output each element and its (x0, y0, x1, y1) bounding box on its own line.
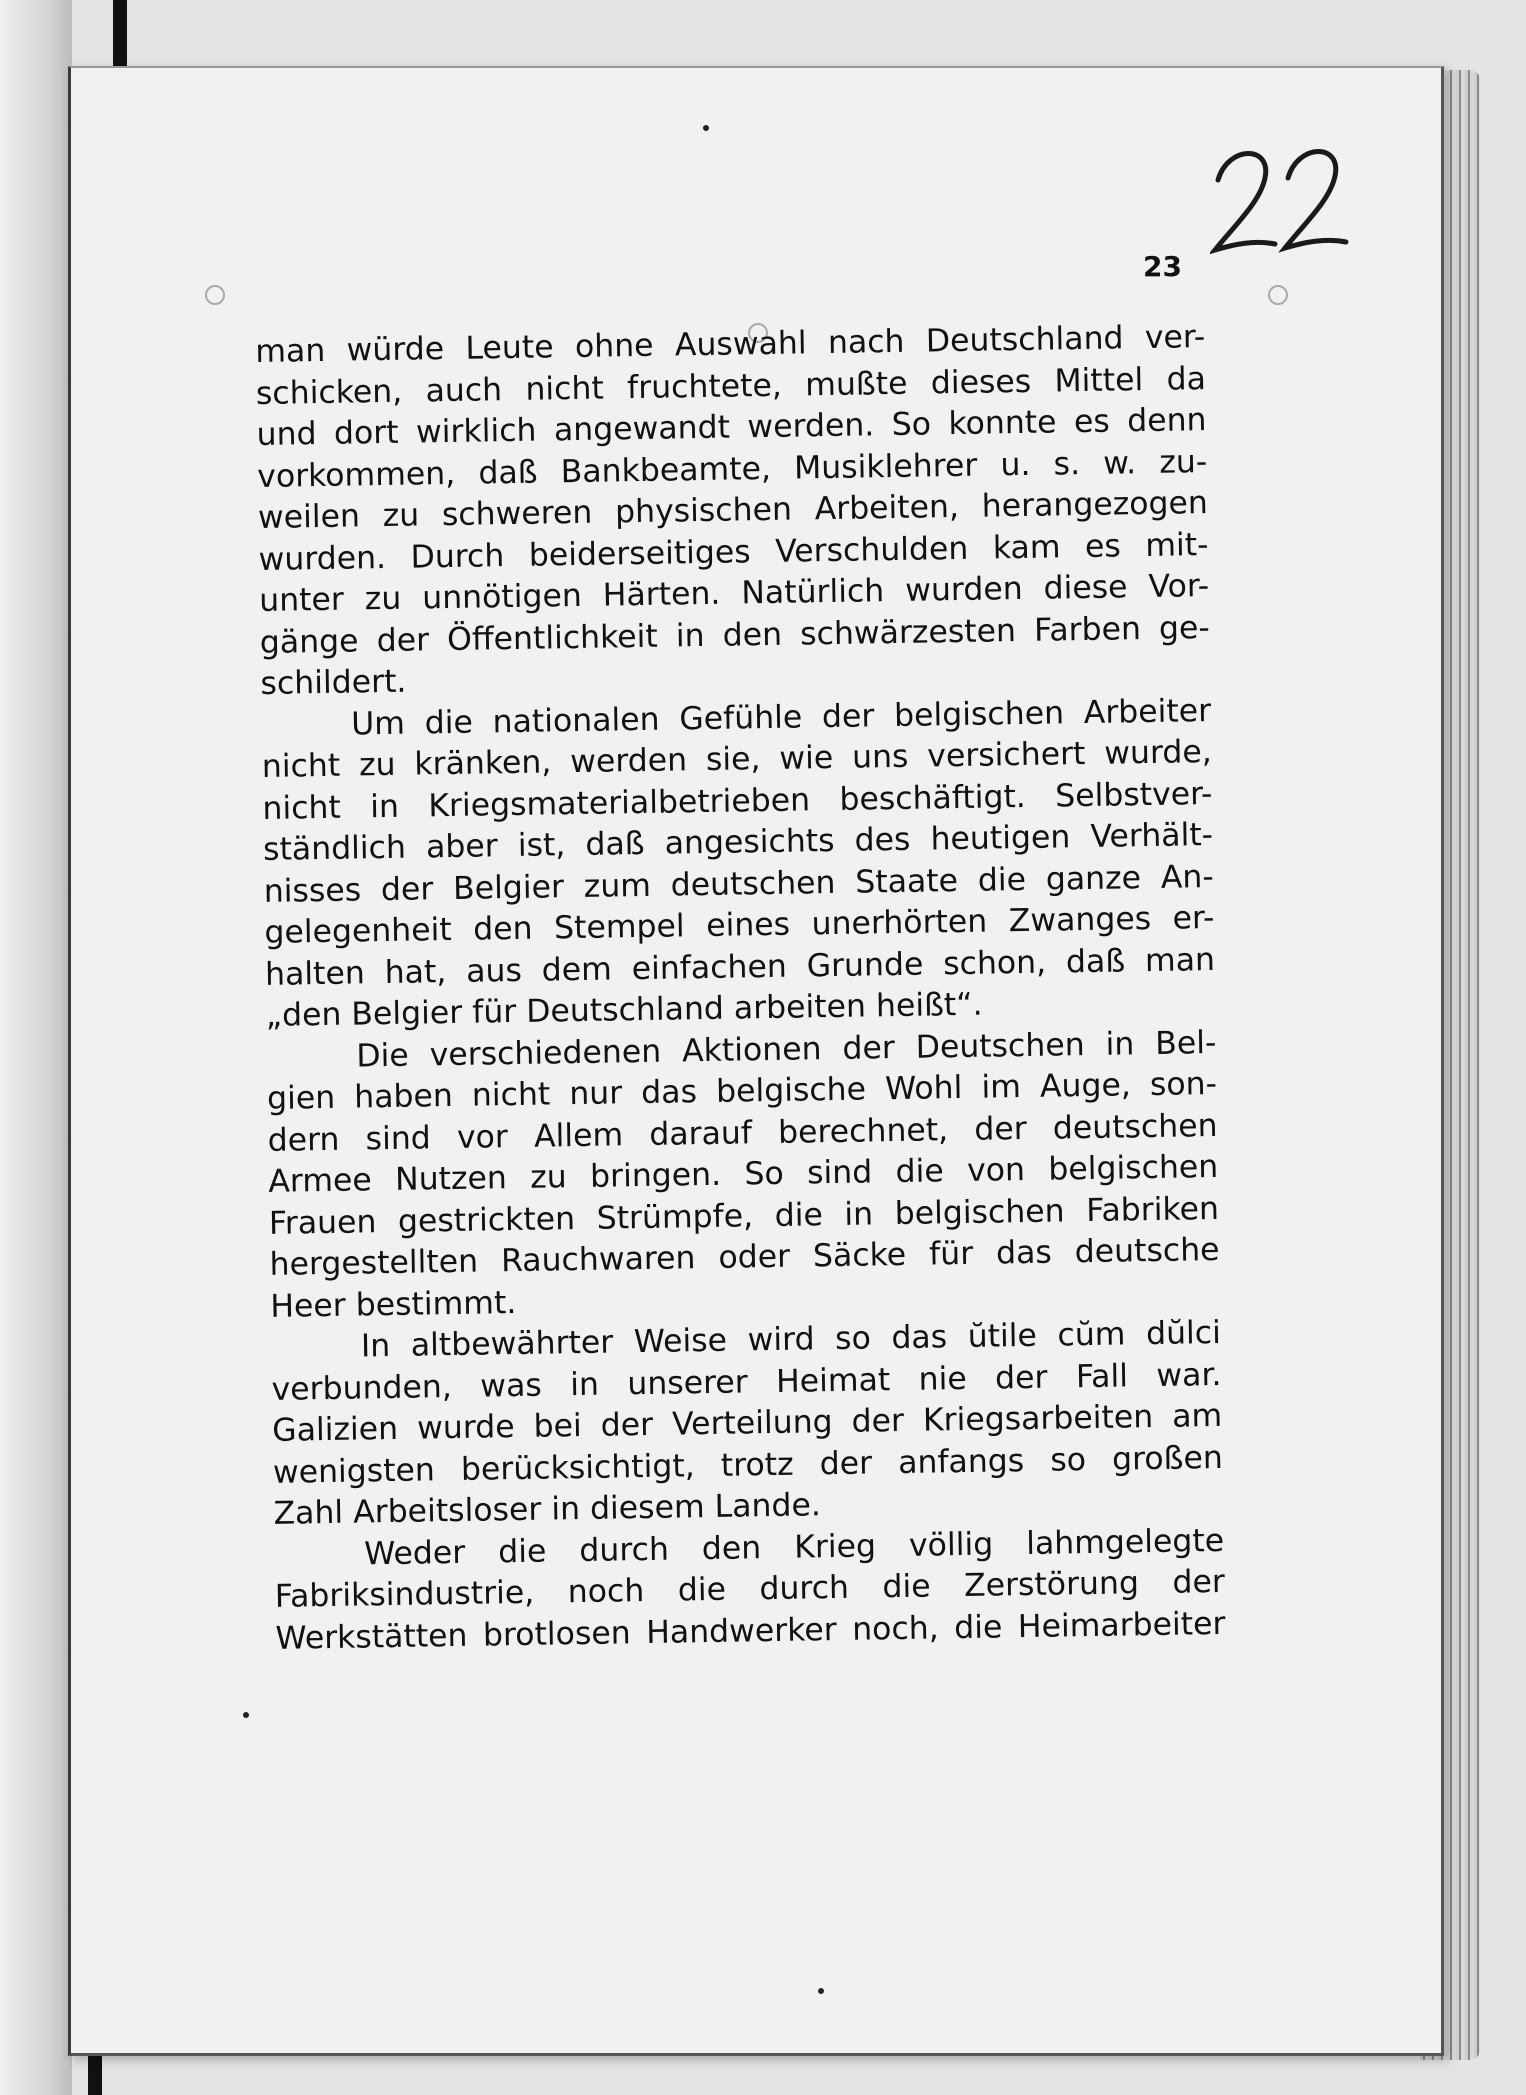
text-line: „den Belgier für Deutschland arbeiten heißt“. (265, 986, 983, 1034)
text-line: wenigsten berücksichtigt, trotz der anfangs so großen (272, 1439, 1224, 1491)
text-line: Werkstätten brotlosen Handwerker noch, die Heimarbeiter (275, 1605, 1226, 1657)
page-number: 23 (1143, 250, 1182, 283)
text-line: gelegenheit den Stempel eines unerhörten Zwanges er- (264, 900, 1215, 951)
text-line: halten hat, aus dem einfachen Grunde schon, daß man (264, 941, 1216, 993)
text-line: Armee Nutzen zu bringen. So sind die von belgischen (268, 1148, 1219, 1200)
paragraph (261, 691, 1216, 1038)
text-line: Fabriksindustrie, noch die durch die Zerstörung der (274, 1563, 1226, 1615)
text-line: man würde Leute ohne Auswahl nach Deutschland ver- (255, 319, 1206, 370)
text-line: Weder die durch den Krieg völlig lahmgelegte (363, 1522, 1225, 1572)
text-line: Heer bestimmt. (270, 1284, 517, 1325)
paragraph (274, 1520, 1226, 1659)
text-line: Galizien wurde bei der Verteilung der Kriegsarbeiten am (271, 1397, 1223, 1449)
text-line: nisses der Belgier zum deutschen Staate die ganze An- (263, 858, 1214, 910)
text-line: nicht in Kriegsmaterialbetrieben beschäftigt. Selbstver- (262, 775, 1213, 827)
text-line: dern sind vor Allem darauf berechnet, der deutschen (267, 1107, 1218, 1159)
text-line: hergestellten Rauchwaren oder Säcke für das deutsche (269, 1231, 1220, 1283)
text-line: weilen zu schweren physischen Arbeiten, herangezogen (257, 485, 1209, 536)
speck (703, 125, 709, 131)
paragraph (255, 317, 1211, 705)
punch-mark (1268, 285, 1288, 305)
book-binding (0, 0, 72, 2095)
paragraph (266, 1022, 1220, 1327)
text-line: schicken, auch nicht fruchtete, mußte dieses Mittel da (255, 360, 1207, 412)
text-line: Die verschiedenen Aktionen der Deutschen in Bel- (356, 1024, 1217, 1074)
text-line: und dort wirklich angewandt werden. So konnte es denn (256, 402, 1207, 453)
text-line: verbunden, was in unserer Heimat nie der Fall war. (271, 1356, 1222, 1408)
speck (818, 1988, 824, 1994)
text-line: Zahl Arbeitsloser in diesem Lande. (273, 1487, 822, 1532)
handwritten-folio-number (1210, 140, 1350, 270)
text-line: gien haben nicht nur das belgische Wohl im Auge, son- (266, 1065, 1218, 1117)
text-line: Um die nationalen Gefühle der belgischen Arbeiter (350, 692, 1212, 743)
paragraph (271, 1313, 1224, 1535)
text-line: Frauen gestrickten Strümpfe, die in belgischen Fabriken (268, 1190, 1220, 1242)
text-line: ständlich aber ist, daß angesichts des heutigen Verhält- (262, 817, 1214, 868)
text-line: In altbewährter Weise wird so das ŭtile cŭm dŭlci (360, 1314, 1222, 1365)
punch-mark (205, 285, 225, 305)
body-text (255, 317, 1226, 1660)
text-line: wurden. Durch beiderseitiges Verschulden kam es mit- (258, 526, 1209, 578)
text-line: schildert. (260, 663, 407, 702)
text-line: gänge der Öffentlichkeit in den schwärzesten Farben ge- (259, 609, 1211, 661)
text-line: nicht zu kränken, werden sie, wie uns versichert wurde, (261, 734, 1212, 785)
text-line: vorkommen, daß Bankbeamte, Musiklehrer u. s. w. zu- (256, 443, 1208, 495)
text-line: unter zu unnötigen Härten. Natürlich wurden diese Vor- (258, 568, 1210, 619)
speck (243, 1712, 249, 1718)
